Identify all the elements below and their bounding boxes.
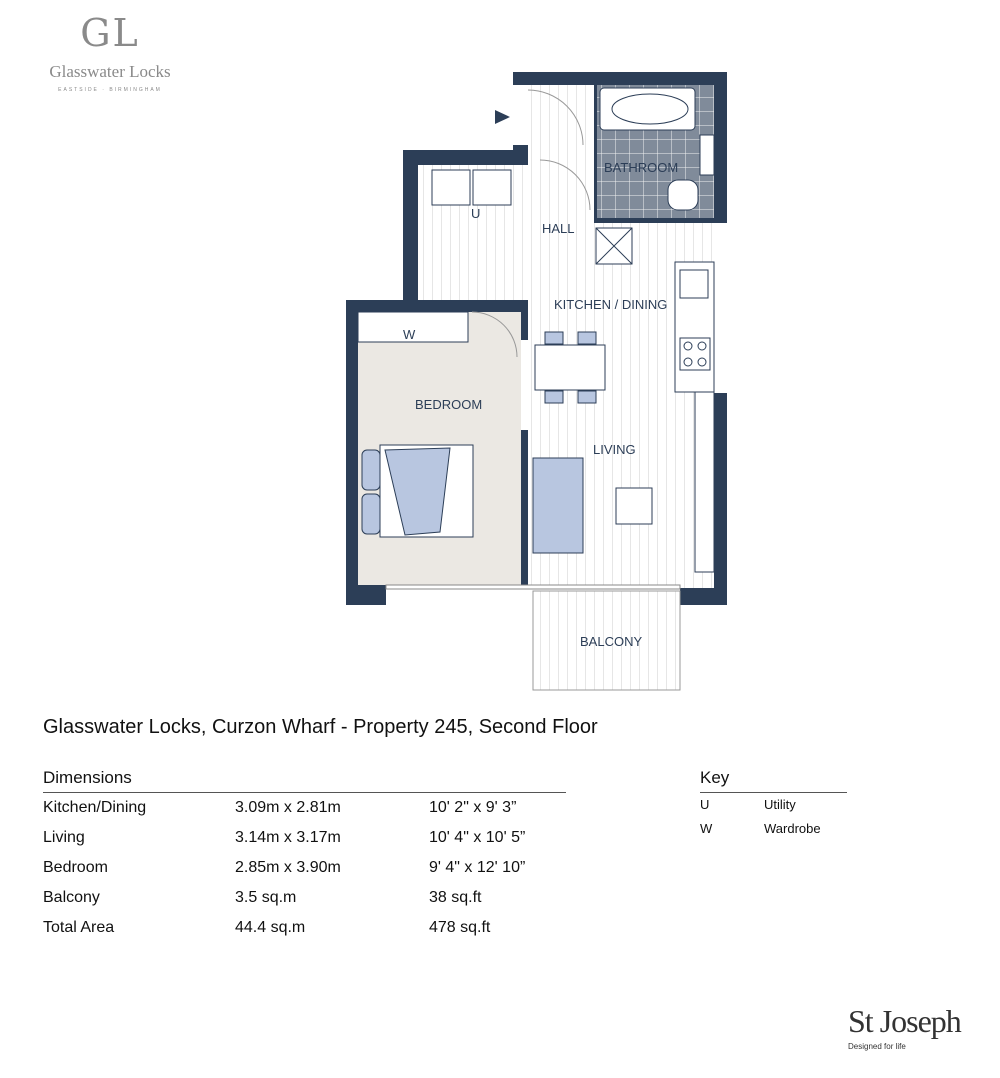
dimension-room: Bedroom	[43, 859, 108, 876]
key-label: Wardrobe	[764, 821, 821, 836]
key-label: Utility	[764, 797, 796, 812]
basin	[700, 135, 714, 175]
room-label-bathroom: BATHROOM	[604, 160, 679, 175]
key-row	[700, 817, 847, 841]
room-label-living: LIVING	[593, 442, 636, 457]
dimension-metric: 3.14m x 3.17m	[235, 829, 341, 846]
room-label-hall: HALL	[542, 221, 575, 236]
logo-location: EASTSIDE · BIRMINGHAM	[58, 87, 162, 93]
dimension-row	[43, 883, 566, 913]
dimension-row	[43, 853, 566, 883]
st-joseph-logo	[848, 1002, 961, 1052]
dimension-imperial: 478 sq.ft	[429, 919, 491, 936]
dimension-room: Living	[43, 829, 85, 846]
dimensions-table	[43, 768, 566, 943]
dimension-metric: 44.4 sq.m	[235, 919, 306, 936]
dimension-room: Total Area	[43, 919, 115, 936]
dimension-metric: 3.09m x 2.81m	[235, 799, 341, 816]
dimension-row	[43, 793, 566, 823]
room-label-wardrobe: W	[403, 327, 416, 342]
dimension-room: Kitchen/Dining	[43, 799, 147, 816]
room-label-balcony: BALCONY	[580, 634, 643, 649]
logo-name: Glasswater Locks	[49, 62, 171, 81]
dimension-metric: 2.85m x 3.90m	[235, 859, 341, 876]
key-code: W	[700, 821, 713, 836]
room-label-utility: U	[471, 206, 481, 221]
key-row	[700, 793, 847, 817]
toilet	[668, 180, 698, 210]
room-label-kitchen-dining: KITCHEN / DINING	[554, 297, 668, 312]
dimension-row	[43, 823, 566, 853]
property-title: Glasswater Locks, Curzon Wharf - Property 245, Second Floor	[43, 716, 598, 738]
dimension-imperial: 9' 4" x 12' 10”	[429, 859, 526, 876]
developer-name: St Joseph	[848, 1003, 961, 1039]
logo-monogram: GL	[80, 11, 140, 55]
dimension-metric: 3.5 sq.m	[235, 889, 297, 906]
room-label-bedroom: BEDROOM	[415, 397, 483, 412]
dimension-row	[43, 913, 566, 943]
sofa	[533, 458, 583, 553]
developer-tagline: Designed for life	[848, 1042, 906, 1051]
dimensions-heading: Dimensions	[43, 768, 566, 793]
dimension-room: Balcony	[43, 889, 100, 906]
key-table	[700, 768, 847, 841]
key-code: U	[700, 797, 710, 812]
entrance-arrow-icon	[495, 110, 510, 124]
dimension-imperial: 10' 2" x 9' 3”	[429, 799, 517, 816]
dimension-imperial: 38 sq.ft	[429, 889, 482, 906]
dining-table	[535, 345, 605, 390]
key-heading: Key	[700, 768, 847, 793]
dimension-imperial: 10' 4" x 10' 5”	[429, 829, 526, 846]
